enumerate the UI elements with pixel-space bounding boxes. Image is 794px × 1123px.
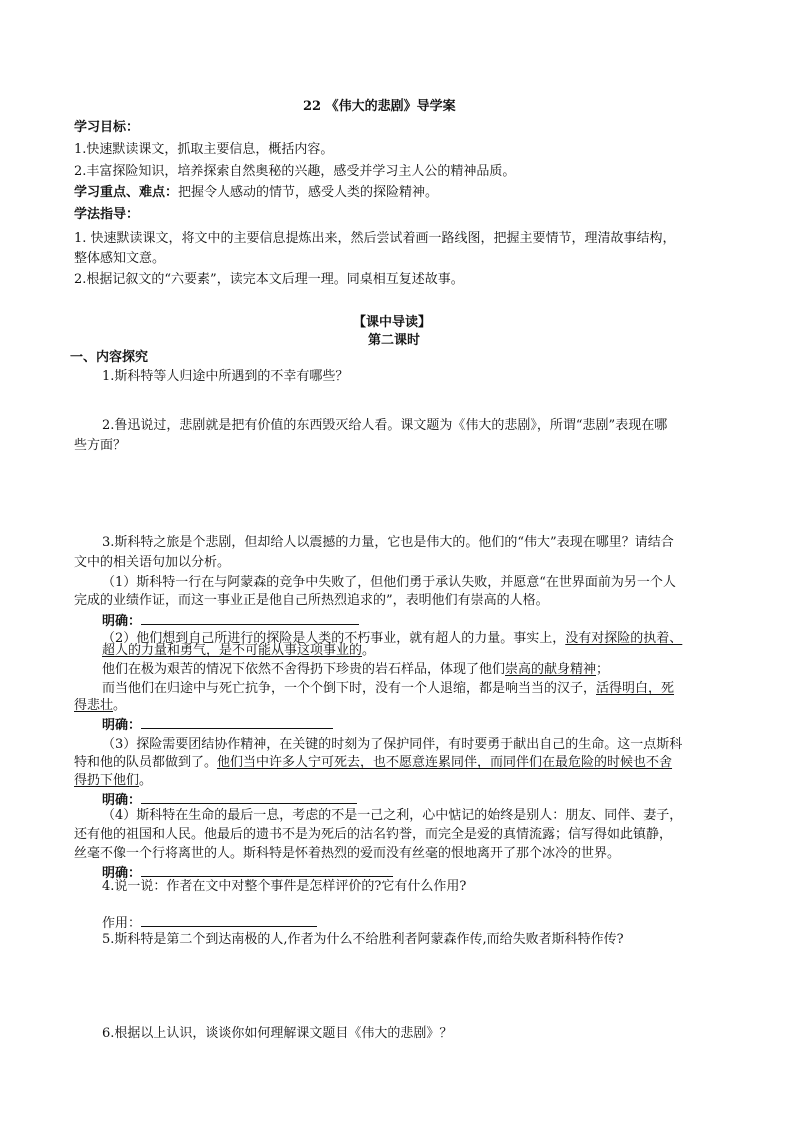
point-1-line-2: 完成的业绩作证，而这一事业正是他自己所热烈追求的”，表明他们有崇高的人格。 [74, 593, 549, 608]
question-4: 4.说一说：作者在文中对整个事件是怎样评价的?它有什么作用? [102, 879, 467, 894]
point-2-line-2 [102, 643, 375, 659]
point-2-text-3b: 崇高的献身精神 [505, 662, 597, 677]
answer-line-2 [102, 716, 333, 734]
method-item-1-line-1: 1. 快速默读课文，将文中的主要信息提炼出来，然后尝试着画一路线图，把握主要情节，理清故事结构， [74, 231, 676, 246]
method-item-2: 2.根据记叙文的“六要素”，读完本文后理一理。同桌相互复述故事。 [74, 272, 464, 287]
effect-blank[interactable] [141, 914, 317, 927]
answer-label: 明确： [102, 718, 142, 733]
question-1: 1.斯科特等人归途中所遇到的不幸有哪些？ [102, 369, 349, 384]
point-2-text-5b: 。 [113, 698, 127, 713]
point-2-text-5a: 得悲壮 [74, 698, 114, 713]
point-2-text-3a: 他们在极为艰苦的情况下依然不舍得扔下珍贵的岩石样品，体现了他们 [102, 662, 506, 677]
question-3-line-1: 3.斯科特之旅是个悲剧，但却给人以震撼的力量，它也是伟大的。他们的“伟大”表现在哪里？请结合 [102, 535, 674, 550]
section-label: 【课中导读】 [353, 315, 432, 330]
answer-blank-2[interactable] [141, 716, 333, 729]
point-3-line-1: （3）探险需要团结协作精神，在关键的时刻为了保护同伴，有时要勇于献出自己的生命。这一点斯科 [102, 737, 683, 752]
lesson-label: 第二课时 [368, 333, 421, 348]
method-item-1-line-2: 整体感知文意。 [74, 251, 166, 266]
point-1-line-1: （1）斯科特一行在与阿蒙森的竞争中失败了，但他们勇于承认失败，并愿意“在世界面前为另一个人 [102, 575, 676, 590]
page-title: 22 《伟大的悲剧》导学案 [303, 99, 456, 114]
point-2-line-5 [74, 698, 126, 714]
point-3-line-3 [74, 773, 152, 789]
question-4-answer [102, 914, 317, 932]
point-4-line-1: （4）斯科特在生命的最后一息，考虑的不是一己之利，心中惦记的始终是别人：朋友、同伴、妻子， [102, 808, 683, 823]
point-3-text-3a: 得扔下他们 [74, 773, 140, 788]
point-2-text-1a: （2）他们想到自己所进行的探险是人类的不朽事业，就有超人的力量。事实上， [102, 631, 566, 646]
question-3-line-2: 文中的相关语句加以分析。 [74, 555, 231, 570]
point-3-line-2 [74, 755, 672, 771]
part-heading: 一、内容探究 [70, 350, 149, 365]
answer-blank-3[interactable] [141, 791, 357, 804]
point-2-text-1b: 没有对探险的执着、 [565, 631, 683, 646]
focus-line [74, 185, 438, 201]
point-2-text-2b: 。 [362, 643, 376, 658]
answer-blank-4[interactable] [141, 864, 393, 877]
point-3-text-2b: 他们当中许多人宁可死去，也不愿意连累同伴，而同伴们在最危险的时候也不舍 [217, 755, 673, 770]
goal-item-2: 2.丰富探险知识，培养探索自然奥秘的兴趣，感受并学习主人公的精神品质。 [74, 164, 516, 179]
question-2-line-2: 些方面？ [74, 438, 127, 453]
answer-label: 明确： [102, 866, 142, 881]
question-5: 5.斯科特是第二个到达南极的人,作者为什么不给胜利者阿蒙森作传,而给失败者斯科特作传? [102, 932, 624, 947]
point-2-text-4b: 活得明白，死 [596, 681, 675, 696]
answer-label: 明确： [102, 793, 142, 808]
goals-heading: 学习目标： [74, 120, 140, 135]
focus-text: 把握令人感动的情节，感受人类的探险精神。 [178, 185, 439, 200]
point-4-line-3: 丝毫不像一个行将离世的人。斯科特是怀着热烈的爱而没有丝毫的恨地离开了那个冰冷的世界。 [74, 846, 621, 861]
goal-item-1: 1.快速默读课文，抓取主要信息，概括内容。 [74, 142, 334, 157]
answer-label: 明确： [102, 614, 142, 629]
point-2-text-4a: 而当他们在归途中与死亡抗争，一个个倒下时，没有一个人退缩，都是响当当的汉子， [102, 681, 597, 696]
point-4-line-2: 还有他的祖国和人民。他最后的遗书不是为死后的沽名钓誉，而完全是爱的真情流露；信写得如此镇静， [74, 827, 673, 842]
question-2-line-1: 2.鲁迅说过，悲剧就是把有价值的东西毁灭给人看。课文题为《伟大的悲剧》，所谓“悲剧”表现在哪 [102, 418, 668, 433]
point-3-text-3b: 。 [139, 773, 153, 788]
answer-line-3 [102, 791, 357, 809]
question-6: 6.根据以上认识，谈谈你如何理解课文题目《伟大的悲剧》？ [102, 1026, 453, 1041]
focus-label: 学习重点、难点： [74, 185, 179, 200]
answer-blank-1[interactable] [141, 612, 359, 625]
point-2-text-2a: 超人的力量和勇气，是不可能从事这项事业的 [102, 643, 363, 658]
point-3-text-2a: 特和他的队员都做到了。 [74, 755, 218, 770]
point-2-line-3 [102, 662, 609, 678]
effect-label: 作用： [102, 916, 142, 931]
answer-line-1 [102, 612, 359, 630]
method-heading: 学法指导： [74, 207, 140, 222]
point-2-text-3c: ； [596, 662, 610, 677]
point-2-line-4 [102, 681, 674, 697]
